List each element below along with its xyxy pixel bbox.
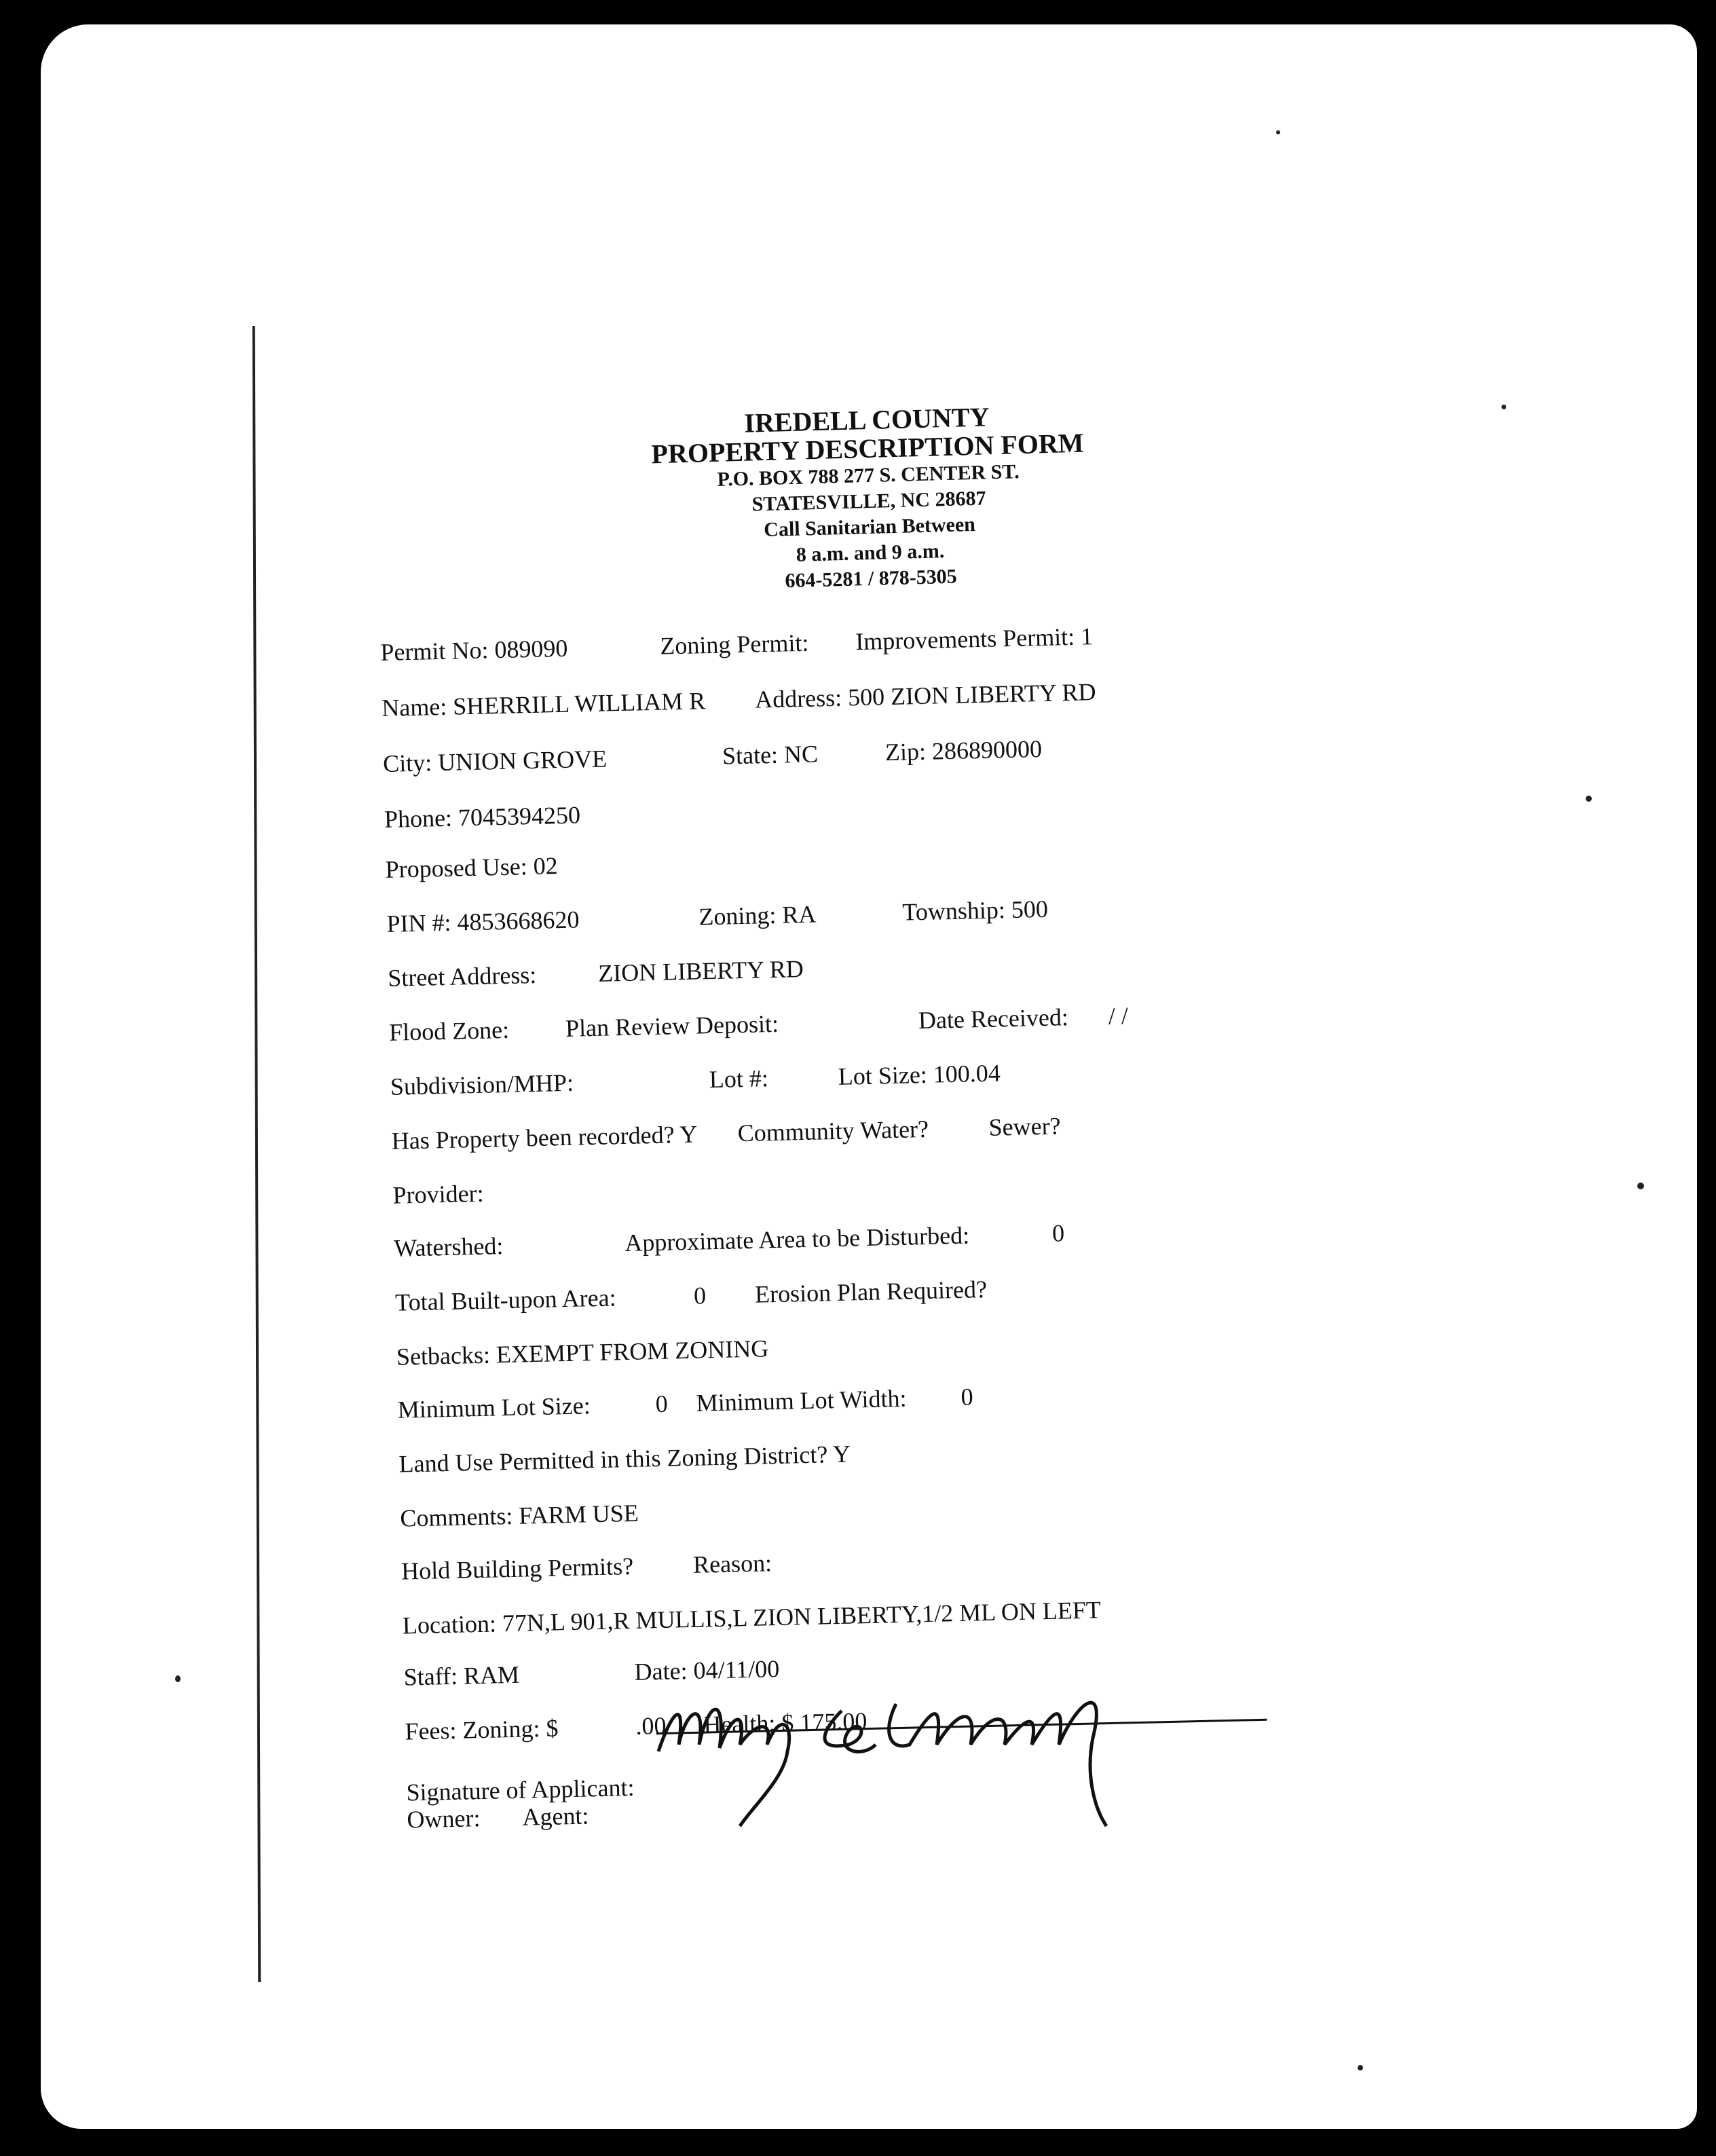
location: Location: 77N,L 901,R MULLIS,L ZION LIBERTY,1/2 ML ON LEFT (402, 1596, 1102, 1639)
permit-no: Permit No: 089090 (380, 634, 568, 666)
built-upon-area: Total Built-upon Area: (394, 1284, 617, 1316)
improvements-permit: Improvements Permit: 1 (855, 622, 1094, 656)
phone-line: 664-5281 / 878-5305 (785, 565, 958, 593)
subdivision: Subdivision/MHP: (390, 1068, 574, 1100)
phone: Phone: 7045394250 (384, 801, 581, 833)
pin: PIN #: 4853668620 (386, 906, 580, 937)
staff: Staff: RAM (403, 1660, 520, 1691)
zoning-permit: Zoning Permit: (659, 629, 809, 660)
scan-speck (1358, 2065, 1363, 2070)
sewer: Sewer? (988, 1112, 1061, 1141)
county-title: IREDELL COUNTY (743, 401, 990, 439)
applicant-address: Address: 500 ZION LIBERTY RD (754, 678, 1096, 713)
date-received-value: / / (1108, 1002, 1129, 1030)
signature-label: Signature of Applicant: (406, 1773, 635, 1806)
flood-zone: Flood Zone: (388, 1016, 510, 1046)
min-lot-width-value: 0 (960, 1383, 974, 1411)
street-address-label: Street Address: (387, 961, 537, 992)
built-upon-value: 0 (693, 1282, 707, 1309)
min-lot-width: Minimum Lot Width: (696, 1384, 907, 1417)
agent-label: Agent: (522, 1802, 589, 1831)
lot-no: Lot #: (709, 1064, 769, 1094)
erosion-plan: Erosion Plan Required? (754, 1275, 988, 1308)
area-disturbed-value: 0 (1051, 1219, 1065, 1247)
hold-building-permits: Hold Building Permits? (400, 1552, 634, 1585)
plan-review-deposit: Plan Review Deposit: (565, 1009, 779, 1042)
proposed-use: Proposed Use: 02 (385, 852, 559, 883)
fees-zoning-label: Fees: Zoning: $ (405, 1714, 559, 1745)
fees-health: Health: $ 175.00 (703, 1707, 868, 1739)
street-address-value: ZION LIBERTY RD (597, 954, 804, 987)
city-line: STATESVILLE, NC 28687 (751, 487, 986, 516)
min-lot-size: Minimum Lot Size: (397, 1392, 591, 1424)
property-recorded: Has Property been recorded? Y (391, 1120, 698, 1155)
scan-speck (1586, 796, 1592, 802)
zoning: Zoning: RA (698, 900, 817, 931)
reason: Reason: (692, 1549, 772, 1578)
handwritten-signature (645, 1670, 1161, 1833)
fees-zoning-value: .00 (635, 1711, 667, 1740)
scan-speck (1637, 1183, 1644, 1189)
date: Date: 04/11/00 (634, 1655, 780, 1686)
township: Township: 500 (901, 895, 1049, 926)
state: State: NC (722, 740, 819, 770)
setbacks: Setbacks: EXEMPT FROM ZONING (396, 1335, 769, 1371)
area-disturbed: Approximate Area to be Disturbed: (624, 1221, 970, 1257)
scan-speck (1502, 405, 1506, 409)
community-water: Community Water? (737, 1115, 929, 1147)
zip: Zip: 286890000 (884, 735, 1043, 766)
address-line: P.O. BOX 788 277 S. CENTER ST. (717, 460, 1020, 491)
form-title: PROPERTY DESCRIPTION FORM (650, 427, 1085, 470)
watershed: Watershed: (393, 1232, 504, 1262)
scan-speck (175, 1675, 181, 1682)
hours-line: 8 a.m. and 9 a.m. (796, 540, 945, 566)
city: City: UNION GROVE (382, 745, 608, 777)
date-received: Date Received: (918, 1003, 1069, 1035)
call-line: Call Sanitarian Between (763, 513, 976, 542)
comments: Comments: FARM USE (399, 1499, 639, 1532)
provider: Provider: (392, 1179, 485, 1209)
land-use-permitted: Land Use Permitted in this Zoning District? Y (398, 1440, 851, 1478)
applicant-name: Name: SHERRILL WILLIAM R (381, 687, 706, 722)
scan-speck (1276, 130, 1280, 134)
lot-size: Lot Size: 100.04 (838, 1059, 1001, 1090)
owner-label: Owner: (407, 1804, 481, 1834)
form-header (650, 401, 1089, 598)
min-lot-size-value: 0 (655, 1390, 669, 1418)
